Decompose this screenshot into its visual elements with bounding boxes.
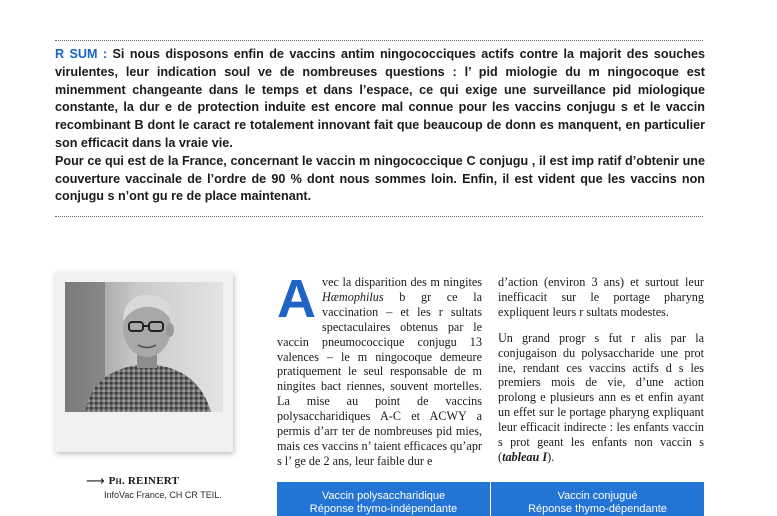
article-text-1b: b gr ce la vaccination – et les r sultats spectaculaires obtenus par le vaccin pneumococcique conjugu 13 valences – le m ningocoque demeure pratiquement le seul responsable de m ningites bact riennes, souvent mortelles. La mise au point de vaccins polysaccharidiques A-C et ACWY a permis d’arr ter de nombreuses pid mies, mais ces vaccins n’ taient efficaces qu’apr s l’ ge de 2 ans, leur faible dur e (277, 289, 482, 468)
summary-block (55, 46, 705, 206)
vaccine-table-header (277, 482, 704, 516)
summary-paragraph-2: Pour ce qui est de la France, concernant le vaccin m ningococcique C conjugu , il est imp ratif d’obtenir une couverture vaccinale de l’ordre de 90 % dont nous sommes loin. Enfin, il est vident que les vaccins non conjugu s n’ont gu re de place maintenant. (55, 153, 705, 204)
table-header-polysaccharide-subtitle: Réponse thymo-indépendante (309, 502, 458, 515)
table-header-conjugate (490, 482, 704, 516)
table-reference-link[interactable]: tableau I (502, 449, 548, 464)
table-header-conjugate-title: Vaccin conjugué (557, 490, 638, 502)
summary-paragraph-1 (55, 46, 705, 153)
top-dotted-rule (55, 40, 703, 41)
author-photo-frame (55, 272, 233, 452)
article-column-2 (498, 275, 704, 465)
article-text-1-italic: Hæmophilus (322, 289, 384, 304)
author-affiliation: InfoVac France, CH CR TEIL. (104, 490, 222, 500)
article-text-2a: Un grand progr s fut r alis par la conjugaison du polysaccharide une prot ine, rendant ces vaccins actifs d s les premiers mois de vie, d’une action prolong e plusieurs ann es et enfin ayant un effet sur le portage pharyng expliquant leur efficacit indirecte : les enfants vaccin s prot geant les enfants non vaccin s ( (498, 330, 704, 464)
summary-label: R SUM : (55, 47, 108, 61)
article-paragraph-1 (277, 269, 482, 469)
article-paragraph-2 (498, 331, 704, 465)
table-header-polysaccharide-title: Vaccin polysaccharidique (321, 490, 446, 502)
bottom-dotted-rule (55, 216, 703, 217)
table-header-conjugate-subtitle: Réponse thymo-dépendante (528, 502, 667, 515)
article-column-1 (277, 269, 482, 469)
table-header-polysaccharide (277, 482, 490, 516)
article-text-1a: vec la disparition des m ningites (322, 275, 482, 289)
author-name: Ph. REINERT (108, 475, 180, 487)
article-text-2b: ). (547, 449, 555, 464)
summary-text-1: Si nous disposons enfin de vaccins antim ningococciques actifs contre la majorit des souches virulentes, leur indication soul ve de nombreuses questions : l’ pid miologie du m ningocoque est minemment changeante dans le temps et dans l’espace, ce qui exige une surveillance pid miologique constante, la dur e de protection induite est encore mal connue pour les vaccins conjugu s et le vaccin recombinant B dont le caract re totalement innovant fait que beaucoup de donn es manquent, en particulier son efficacit dans la vraie vie. (55, 47, 706, 150)
article-paragraph-1-continued: d’action (environ 3 ans) et surtout leur inefficacit sur le portage pharyng expliquent leurs r sultats modestes. (498, 275, 704, 319)
author-byline (86, 474, 179, 488)
author-photo (65, 282, 223, 412)
drop-cap: A (277, 269, 316, 329)
arrow-right-icon: ⟶ (86, 474, 105, 489)
